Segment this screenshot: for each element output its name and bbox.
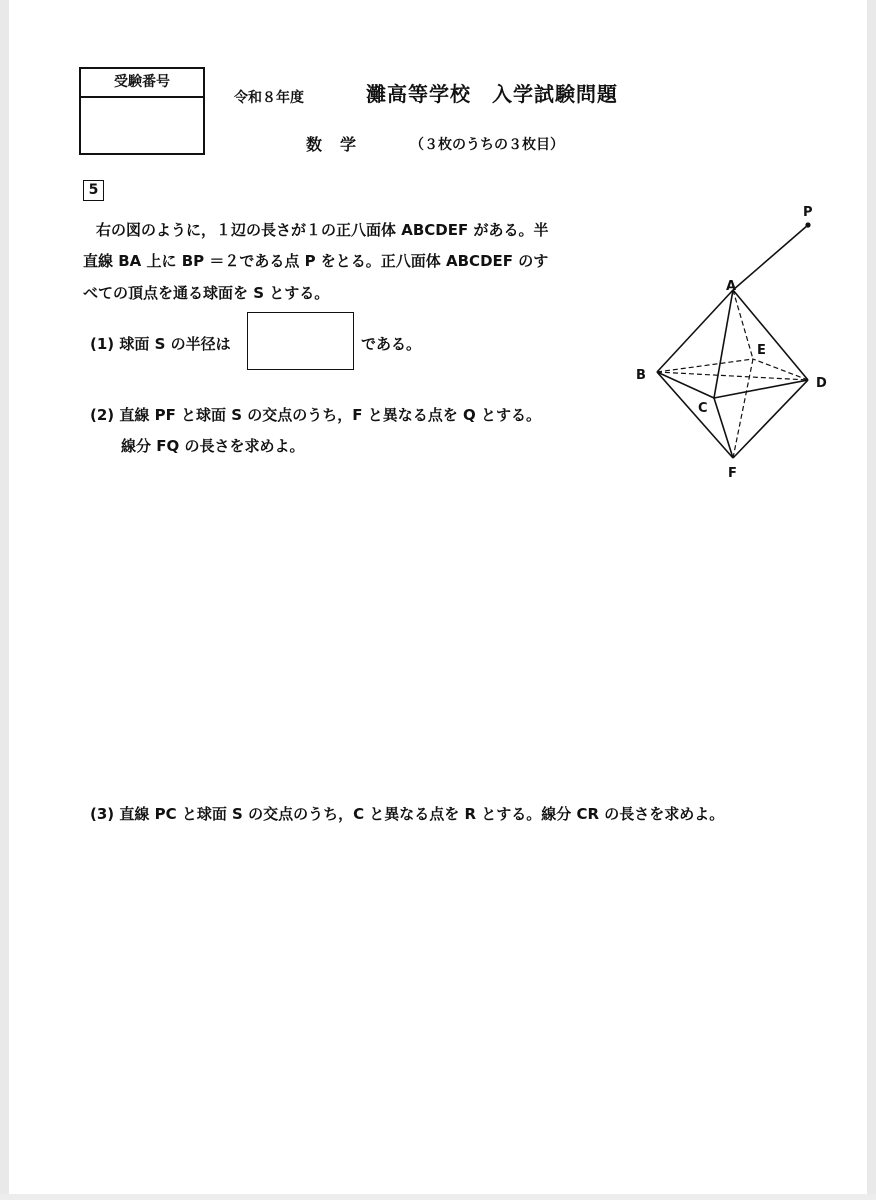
edge-AP	[733, 225, 808, 290]
problem-intro-line-3: べての頂点を通る球面を S とする。	[83, 284, 330, 302]
edge-CF	[714, 398, 733, 458]
edge-BE	[657, 359, 753, 372]
answer-box-q1	[247, 312, 354, 370]
label-A: A	[726, 279, 737, 294]
exam-number-label: 受験番号	[81, 69, 203, 98]
edge-AD	[733, 290, 808, 380]
edge-AE	[733, 290, 753, 359]
edge-BC	[657, 372, 714, 398]
label-D: D	[816, 376, 827, 391]
edge-EF	[733, 359, 753, 458]
problem-intro-line-1: 右の図のように，１辺の長さが１の正八面体 ABCDEF がある。半	[96, 221, 549, 239]
edge-BD	[657, 372, 808, 380]
question-1-suffix: である。	[361, 335, 422, 353]
label-B: B	[636, 368, 646, 383]
edge-AB	[657, 290, 733, 372]
label-E: E	[757, 343, 766, 358]
exam-number-box	[79, 67, 205, 155]
question-2-line-2: 線分 FQ の長さを求めよ。	[121, 437, 305, 455]
point-P	[805, 222, 810, 227]
page-title: 灘高等学校 入学試験問題	[366, 82, 618, 106]
question-2-line-1: (2) 直線 PF と球面 S の交点のうち，F と異なる点を Q とする。	[90, 406, 541, 424]
exam-year: 令和８年度	[234, 90, 304, 106]
edge-AC	[714, 290, 733, 398]
page-edge-left	[0, 0, 9, 1200]
subject-title: 数 学	[306, 135, 358, 154]
question-3-text: (3) 直線 PC と球面 S の交点のうち，C と異なる点を R とする。線分 CR の長さを求めよ。	[90, 805, 725, 823]
label-P: P	[803, 205, 813, 220]
label-C: C	[698, 401, 708, 416]
question-1-text: (1) 球面 S の半径は	[90, 335, 231, 353]
octahedron-figure	[620, 195, 840, 490]
exam-number-field	[81, 98, 203, 155]
page-edge-bottom	[0, 1194, 876, 1200]
problem-intro-line-2: 直線 BA 上に BP ＝２である点 P をとる。正八面体 ABCDEF のす	[83, 252, 549, 270]
label-F: F	[728, 466, 737, 481]
problem-number: 5	[83, 180, 104, 201]
sheet-info: （３枚のうちの３枚目）	[410, 137, 564, 153]
edge-BF	[657, 372, 733, 458]
page-edge-right	[867, 0, 876, 1200]
